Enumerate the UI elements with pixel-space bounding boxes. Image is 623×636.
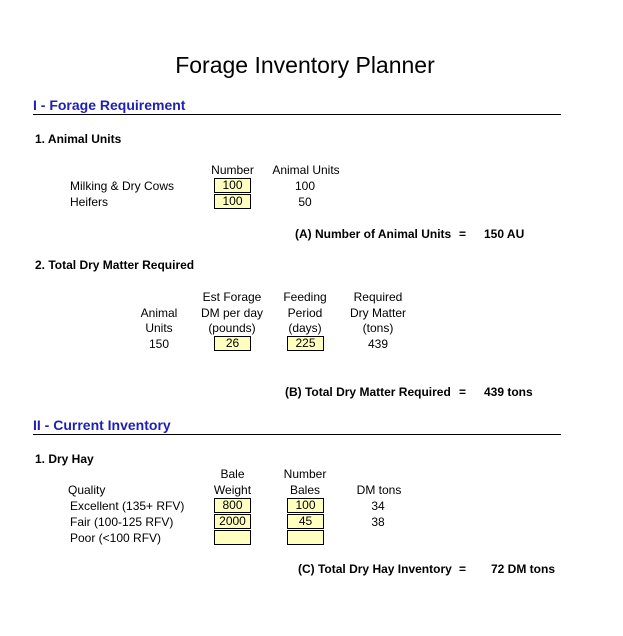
quality-poor-label: Poor (<100 RFV) xyxy=(70,531,162,545)
est-forage-header-1: Est Forage xyxy=(202,290,262,304)
row-label-milking-dry-cows: Milking & Dry Cows xyxy=(70,179,175,193)
required-dm-value: 439 xyxy=(367,337,389,351)
number-bales-header-2: Bales xyxy=(289,483,321,497)
excellent-bales-input[interactable]: 100 xyxy=(287,498,324,513)
fair-bale-weight-input[interactable]: 2000 xyxy=(214,514,251,529)
feeding-period-input[interactable]: 225 xyxy=(287,336,324,351)
total-dm-required-label: (B) Total Dry Matter Required xyxy=(285,385,451,399)
quality-fair-label: Fair (100-125 RFV) xyxy=(70,515,174,529)
feeding-header-1: Feeding xyxy=(283,290,327,304)
quality-header: Quality xyxy=(68,483,106,497)
required-dm-header-1: Required xyxy=(353,290,403,304)
poor-bales-input[interactable] xyxy=(287,530,324,545)
row-label-heifers: Heifers xyxy=(70,195,109,209)
section-divider xyxy=(33,114,561,115)
animal-header-2: Units xyxy=(145,321,173,335)
section-heading-forage-requirement: I - Forage Requirement xyxy=(33,97,186,113)
dm-tons-header: DM tons xyxy=(356,483,402,497)
feeding-header-3: (days) xyxy=(288,321,322,335)
milking-cows-number-input[interactable]: 100 xyxy=(214,178,251,193)
number-bales-header-1: Number xyxy=(283,467,327,481)
required-dm-header-2: Dry Matter xyxy=(349,306,406,320)
animal-units-header: Animal Units xyxy=(272,163,340,177)
poor-bale-weight-input[interactable] xyxy=(214,530,251,545)
bale-header-2: Weight xyxy=(213,483,252,497)
total-dry-hay-value: 72 DM tons xyxy=(491,562,556,576)
page-title: Forage Inventory Planner xyxy=(175,52,435,78)
total-animal-units-equals: = xyxy=(459,227,467,241)
est-forage-header-3: (pounds) xyxy=(208,321,256,335)
heifers-number-input[interactable]: 100 xyxy=(214,194,251,209)
total-animal-units-label: (A) Number of Animal Units xyxy=(295,227,452,241)
total-dry-hay-label: (C) Total Dry Hay Inventory xyxy=(298,562,452,576)
feeding-header-2: Period xyxy=(287,306,323,320)
excellent-bale-weight-input[interactable]: 800 xyxy=(214,498,251,513)
section-divider xyxy=(33,434,561,435)
excellent-dm-value: 34 xyxy=(371,499,385,513)
total-dm-label: 2. Total Dry Matter Required xyxy=(35,258,195,272)
heifers-au-value: 50 xyxy=(298,195,312,209)
est-forage-header-2: DM per day xyxy=(200,306,264,320)
section-heading-current-inventory: II - Current Inventory xyxy=(33,417,171,433)
number-header: Number xyxy=(211,163,254,177)
required-dm-header-3: (tons) xyxy=(362,321,394,335)
total-dm-required-value: 439 tons xyxy=(484,385,533,399)
bale-header-1: Bale xyxy=(220,467,245,481)
quality-excellent-label: Excellent (135+ RFV) xyxy=(70,499,185,513)
fair-dm-value: 38 xyxy=(371,515,385,529)
total-dry-hay-equals: = xyxy=(459,562,467,576)
fair-bales-input[interactable]: 45 xyxy=(287,514,324,529)
animal-header-1: Animal xyxy=(140,306,178,320)
total-animal-units-value: 150 AU xyxy=(484,227,525,241)
est-forage-input[interactable]: 26 xyxy=(214,336,251,351)
dry-hay-label: 1. Dry Hay xyxy=(35,452,94,466)
milking-cows-au-value: 100 xyxy=(294,179,316,193)
animal-units-label: 1. Animal Units xyxy=(35,132,122,146)
dm-animal-units-value: 150 xyxy=(148,337,170,351)
total-dm-required-equals: = xyxy=(459,385,467,399)
